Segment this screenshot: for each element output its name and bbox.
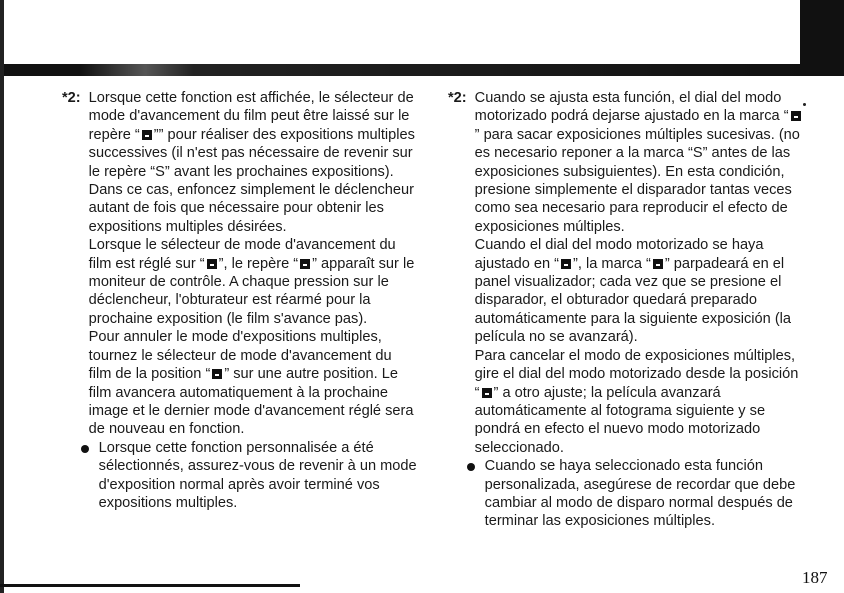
note-marker: *2: [448, 90, 467, 106]
drive-mode-icon [300, 259, 310, 269]
bullet-note-es: Cuando se haya seleccionado esta función personalizada, asegúrese de recordar que debe cambiar al modo de disparo normal después de terminar las exposiciones múltiples. [475, 457, 804, 531]
bullet-note-fr: Lorsque cette fonction personnalisée a été sélectionnés, assurez-vous de revenir à un mode d'exposition normal après avoir terminé vos expositions multiples. [89, 439, 418, 513]
paragraph-1: Lorsque cette fonction est affichée, le sélecteur de mode d'avancement du film peut être laissé sur le repère “ ”” pour réaliser des expositions multiples successives (il n'est pas nécessaire de revenir sur le repère “S” avant les prochaines expositions). Dans ce cas, enfoncez simplement le déclencheur autant de fois que nécessaire pour obtenir les expositions multiples désirées. [88, 90, 415, 235]
drive-mode-icon [653, 259, 663, 269]
drive-mode-icon [142, 130, 152, 140]
scan-dark-corner [800, 0, 844, 76]
note-marker: *2: [62, 90, 81, 106]
scan-dark-band [0, 64, 806, 76]
scan-bottom-edge [0, 584, 300, 587]
scan-left-edge [0, 0, 4, 593]
bullet-icon [467, 463, 475, 471]
note-2-fr [62, 89, 418, 512]
paragraph-1: Cuando se ajusta esta función, el dial del modo motorizado podrá dejarse ajustado en la marca “” para sacar exposiciones múltiples sucesivas. (no es necesario reponer a la marca “S” antes de las exposiciones subsiguientes). En esta condición, presione simplemente el disparador tantas veces como sea necesario para reproducir el efecto de exposiciones múltiples. [474, 90, 800, 235]
drive-mode-icon [207, 259, 217, 269]
page-top-edge [0, 0, 844, 80]
drive-mode-icon [791, 111, 801, 121]
paragraph-3: Pour annuler le mode d'expositions multiples, tournez le sélecteur de mode d'avancement du film de la position “ ” sur une autre position. Le film avancera automatiquement à la prochaine image et le dernier mode d'avancement réglé sera de nouveau en fonction. [88, 329, 414, 438]
paragraph-2: Cuando el dial del modo motorizado se haya ajustado en “ ”, la marca “ ” parpadeará en el panel visualizador; cada vez que se presione el disparador, el obturador quedará preparado automáticamente para la siguiente exposición (la película no se avanzará). [474, 237, 792, 346]
drive-mode-icon [212, 369, 222, 379]
paragraph-2: Lorsque le sélecteur de mode d'avancement du film est réglé sur “ ”, le repère “ ” apparaît sur le moniteur de contrôle. A chaque pression sur le déclencheur, l'obturateur est réarmé pour la prochaine exposition (le film s'avance pas). [88, 237, 415, 327]
note-2-es [448, 89, 804, 531]
paragraph-3: Para cancelar el modo de exposiciones múltiples, gire el dial del modo motorizado desde la posición “ ” a otro ajuste; la película avanzará automáticamente al fotograma siguiente y se pondrá en efecto el nuevo modo motorizado seleccionado. [474, 347, 799, 456]
spanish-column [448, 89, 804, 531]
drive-mode-icon [482, 388, 492, 398]
drive-mode-icon [561, 259, 571, 269]
french-column [62, 89, 418, 512]
bullet-icon [81, 445, 89, 453]
page-number: 187 [802, 568, 828, 587]
